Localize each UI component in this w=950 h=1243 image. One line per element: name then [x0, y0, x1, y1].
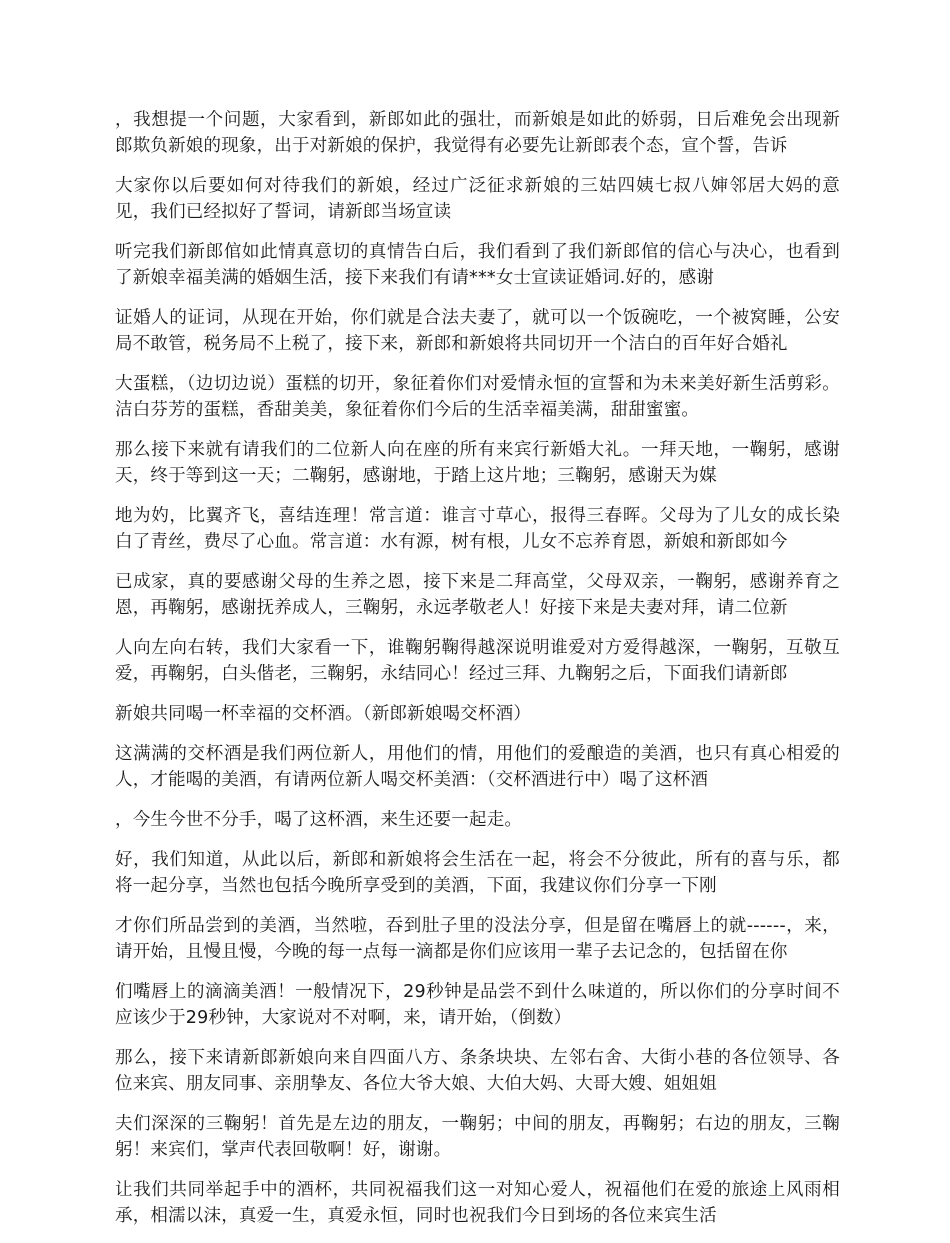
- paragraph: 地为妁，比翼齐飞，喜结连理！常言道：谁言寸草心，报得三春晖。父母为了儿女的成长染白了青丝，费尽了心血。常言道：水有源，树有根，儿女不忘养育恩，新娘和新郎如今: [115, 506, 840, 552]
- paragraph: 让我们共同举起手中的酒杯，共同祝福我们这一对知心爱人，祝福他们在爱的旅途上风雨相承，相濡以沫，真爱一生，真爱永恒，同时也祝我们今日到场的各位来宾生活: [115, 1180, 840, 1226]
- paragraph: 这满满的交杯酒是我们两位新人，用他们的情，用他们的爱酿造的美酒，也只有真心相爱的人，才能喝的美酒，有请两位新人喝交杯美酒：（交杯酒进行中）喝了这杯酒: [115, 744, 840, 790]
- paragraph: 夫们深深的三鞠躬！首先是左边的朋友，一鞠躬；中间的朋友，再鞠躬；右边的朋友，三鞠躬！来宾们，掌声代表回敬啊！好，谢谢。: [115, 1114, 840, 1160]
- paragraph: 新娘共同喝一杯幸福的交杯酒。（新郎新娘喝交杯酒）: [115, 704, 532, 724]
- document-body: [115, 107, 840, 1243]
- paragraph: 那么接下来就有请我们的二位新人向在座的所有来宾行新婚大礼。一拜天地，一鞠躬，感谢天，终于等到这一天；二鞠躬，感谢地，于踏上这片地；三鞠躬，感谢天为媒: [115, 440, 840, 486]
- paragraph: 好，我们知道，从此以后，新郎和新娘将会生活在一起，将会不分彼此，所有的喜与乐，都将一起分享，当然也包括今晚所享受到的美酒，下面，我建议你们分享一下刚: [115, 850, 840, 896]
- paragraph: 证婚人的证词，从现在开始，你们就是合法夫妻了，就可以一个饭碗吃，一个被窝睡，公安局不敢管，税务局不上税了，接下来，新郎和新娘将共同切开一个洁白的百年好合婚礼: [115, 308, 840, 354]
- paragraph: 已成家，真的要感谢父母的生养之恩，接下来是二拜高堂，父母双亲，一鞠躬，感谢养育之恩，再鞠躬，感谢抚养成人，三鞠躬，永远孝敬老人！好接下来是夫妻对拜，请二位新: [115, 572, 840, 618]
- paragraph: 那么，接下来请新郎新娘向来自四面八方、条条块块、左邻右舍、大街小巷的各位领导、各位来宾、朋友同事、亲朋挚友、各位大爷大娘、大伯大妈、大哥大嫂、姐姐姐: [115, 1048, 840, 1094]
- paragraph: ，今生今世不分手，喝了这杯酒，来生还要一起走。: [115, 810, 523, 830]
- paragraph: 才你们所品尝到的美酒，当然啦，吞到肚子里的没法分享，但是留在嘴唇上的就------，来，请开始，且慢且慢，今晚的每一点每一滴都是你们应该用一辈子去记念的，包括留在你: [115, 916, 840, 962]
- paragraph: 听完我们新郎倌如此情真意切的真情告白后，我们看到了我们新郎倌的信心与决心，也看到了新娘幸福美满的婚姻生活，接下来我们有请***女士宣读证婚词.好的，感谢: [115, 242, 840, 288]
- paragraph: 大家你以后要如何对待我们的新娘，经过广泛征求新娘的三姑四姨七叔八婶邻居大妈的意见，我们已经拟好了誓词，请新郎当场宣读: [115, 176, 840, 222]
- paragraph: ，我想提一个问题，大家看到，新郎如此的强壮，而新娘是如此的娇弱，日后难免会出现新郎欺负新娘的现象，出于对新娘的保护，我觉得有必要先让新郎表个态，宣个誓，告诉: [115, 110, 840, 156]
- paragraph: 大蛋糕，（边切边说）蛋糕的切开，象征着你们对爱情永恒的宣誓和为未来美好新生活剪彩。洁白芬芳的蛋糕，香甜美美，象征着你们今后的生活幸福美满，甜甜蜜蜜。: [115, 374, 840, 420]
- paragraph: 们嘴唇上的滴滴美酒！一般情况下，29秒钟是品尝不到什么味道的，所以你们的分享时间不应该少于29秒钟，大家说对不对啊，来，请开始，（倒数）: [115, 982, 840, 1028]
- paragraph: 人向左向右转，我们大家看一下，谁鞠躬鞠得越深说明谁爱对方爱得越深，一鞠躬，互敬互爱，再鞠躬，白头偕老，三鞠躬，永结同心！经过三拜、九鞠躬之后，下面我们请新郎: [115, 638, 840, 684]
